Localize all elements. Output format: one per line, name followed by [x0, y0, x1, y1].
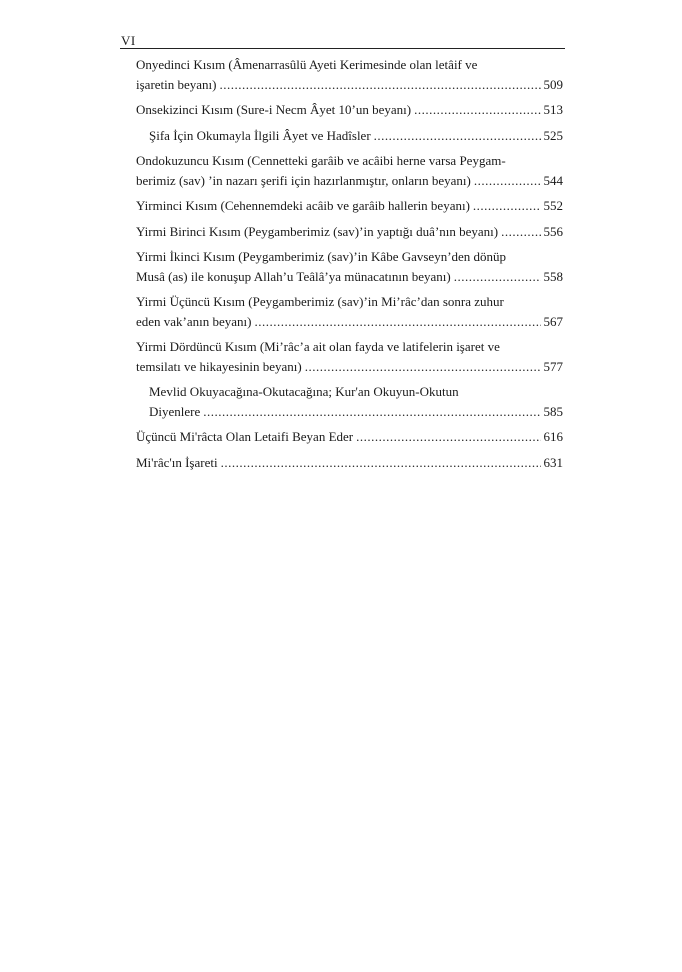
toc-entry[interactable]	[136, 453, 563, 473]
toc-entry[interactable]	[136, 100, 563, 120]
dot-leader	[474, 171, 541, 191]
toc-entry-title-line: Yirmi Üçüncü Kısım (Peygamberimiz (sav)’in Mi’râc’dan sonra zuhur	[136, 294, 504, 309]
toc-page-number: 513	[543, 102, 563, 117]
toc-page-number: 616	[543, 429, 563, 444]
toc-entry-title-line: Şifa İçin Okumayla İlgili Âyet ve Hadîsler	[149, 127, 371, 143]
dot-leader	[305, 357, 541, 377]
toc-page-number: 631	[543, 454, 563, 470]
dot-leader	[220, 75, 541, 95]
dot-leader	[454, 267, 541, 287]
dot-leader	[414, 100, 540, 120]
toc-entry[interactable]	[136, 427, 563, 447]
dot-leader	[221, 453, 541, 473]
toc-entry-title-line: Yirmi İkinci Kısım (Peygamberimiz (sav)’in Kâbe Gavseyn’den dönüp	[136, 249, 507, 264]
toc-page-number: 509	[543, 76, 563, 92]
toc-entry-title-line: işaretin beyanı)	[136, 76, 217, 92]
toc-entry[interactable]	[136, 337, 563, 376]
toc-entry-title-line: Üçüncü Mi'râcta Olan Letaifi Beyan Eder	[136, 429, 354, 444]
header-rule	[120, 48, 565, 49]
toc-entry-title-line: Onsekizinci Kısım (Sure-i Necm Âyet 10’un beyanı)	[136, 102, 412, 117]
toc-page-number: 577	[543, 358, 563, 374]
toc-page-number: 567	[543, 313, 563, 329]
toc-entry[interactable]	[136, 151, 563, 190]
toc-entry-title-line: Yirmi Birinci Kısım (Peygamberimiz (sav)’in yaptığı duâ’nın beyanı)	[136, 223, 499, 239]
dot-leader	[374, 126, 541, 146]
table-of-contents	[136, 55, 563, 478]
toc-entry[interactable]	[136, 247, 563, 286]
toc-entry-title-line: Ondokuzuncu Kısım (Cennetteki garâib ve acâibi herne varsa Peygam-	[136, 153, 506, 168]
toc-entry[interactable]	[136, 196, 563, 216]
toc-page-number: 552	[543, 198, 563, 213]
toc-entry-title-line: Yirmi Dördüncü Kısım (Mi’râc’a ait olan fayda ve latifelerin işaret ve	[136, 339, 500, 354]
toc-page-number: 558	[543, 268, 563, 284]
toc-entry-title-line: temsilatı ve hikayesinin beyanı)	[136, 358, 302, 374]
toc-page-number: 525	[543, 127, 563, 143]
toc-subentry[interactable]	[149, 126, 563, 146]
toc-entry[interactable]	[136, 222, 563, 242]
toc-entry[interactable]	[136, 292, 563, 331]
toc-entry-title-line: berimiz (sav) ’in nazarı şerifi için hazırlanmıştır, onların beyanı)	[136, 172, 471, 188]
dot-leader	[473, 196, 541, 216]
toc-page-number: 556	[543, 223, 563, 239]
dot-leader	[501, 222, 540, 242]
toc-entry-title-line: eden vak’anın beyanı)	[136, 313, 252, 329]
dot-leader	[203, 402, 540, 422]
toc-subentry[interactable]	[149, 382, 563, 421]
toc-entry-title-line: Onyedinci Kısım (Âmenarrasûlü Ayeti Kerimesinde olan letâif ve	[136, 57, 478, 72]
toc-page-number: 585	[543, 403, 563, 419]
page-number: VI	[121, 33, 136, 48]
toc-entry-title-line: Musâ (as) ile konuşup Allah’u Teâlâ’ya münacatının beyanı)	[136, 268, 451, 284]
toc-entry-title-line: Yirminci Kısım (Cehennemdeki acâib ve garâib hallerin beyanı)	[136, 198, 470, 213]
toc-entry-title-line: Diyenlere	[149, 403, 201, 419]
toc-entry-title-line: Mevlid Okuyacağına-Okutacağına; Kur'an Okuyun-Okutun	[149, 384, 459, 399]
toc-page-number: 544	[543, 172, 563, 188]
dot-leader	[255, 312, 541, 332]
toc-entry-title-line: Mi'râc'ın İşareti	[136, 454, 218, 470]
dot-leader	[356, 427, 540, 447]
toc-entry[interactable]	[136, 55, 563, 94]
